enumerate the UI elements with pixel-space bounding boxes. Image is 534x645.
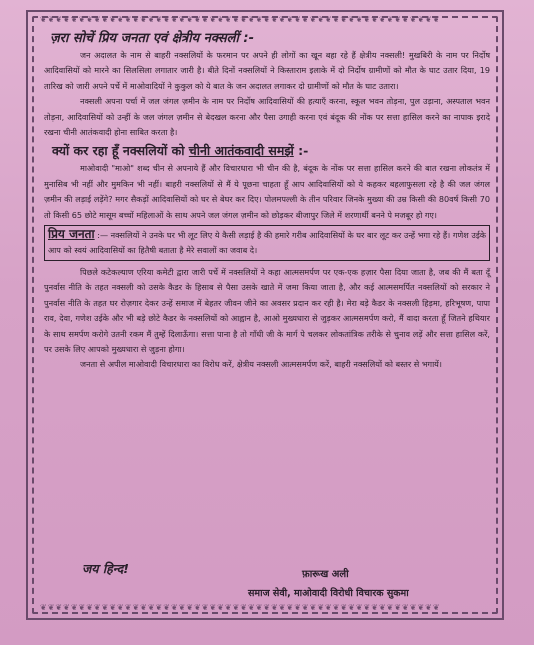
heading-why-prefix: क्यों कर रहा हूँ नक्सलियों को (52, 143, 189, 159)
heading-why-suffix: :- (293, 143, 309, 159)
paragraph-4: पिछले कटेकल्याण एरिया कमेटी द्वारा जारी पर्चे में नक्सलियों ने कहा आत्मसमर्पण पर एक-एक हज़ार पैसा दिया जाता है, जब की मैं बता दूँ पुनर्वास नीति के तहत नक्सली को उसके कैडर के हिसाब से पैसा उसके खाते में जमा किया जाता है, और कई आत्मसमर्पित नक्सलियों को सरकार ने पुनर्वास नीति के तहत घर रोज़गार देकर उन्हें समाज में बेहतर जीवन जीने का अवसर प्रदान कर रही है। मेरा बड़े कैडर के नक्सली हिड़मा, हरिभूषण, पापा राव, देवा, गणेश उईके और भी बड़े छोटे कैडर के नक्सलियों को आह्वान है, आओ मुख्यधारा से जुड़कर आत्मसमर्पण करो, मैं वादा करता हूँ जितने हथियार के साथ समर्पण करोगे उतनी रकम मैं तुम्हें दिलाऊँगा। सत्ता पाना है तो गाँधी जी के मार्ग पे चलकर लोकतांत्रिक तरीके से चुनाव लड़ें और सत्ता हासिल करें, पर उसके लिए आपको मुख्यधारा से जुड़ना होगा। (44, 266, 493, 354)
bottom-ornament: ❦❦❦❦❦❦❦❦❦❦❦❦❦❦❦❦❦❦❦❦❦❦❦❦❦❦❦❦❦❦❦❦❦❦❦❦❦❦❦❦❦❦❦❦❦❦❦❦❦❦❦❦ (40, 604, 441, 612)
signature-role: समाज सेवी, माओवादी विरोधी विचारक सुकमा (248, 588, 409, 599)
paragraph-2: नक्सली अपना पर्चा में जल जंगल ज़मीन के नाम पर निर्दोष आदिवासियों की हत्याएँ करना, स्कूल भवन तोड़ना, पुल उड़ाना, अस्पताल भवन तोड़ना, आदिवासियों को उन्हीं के जल जंगल ज़मीन से बेदखल करना और पैसा उगाही करना एवं बंदूक की नोंक पर सत्ता हासिल करने का नापाक इरादे रखना चीनी आतंकवादी होना साबित करता है। (44, 96, 493, 138)
paragraph-3: माओवादी "माओ" शब्द चीन से अपनाये हैं और विचारधारा भी चीन की है, बंदूक के नोंक पर सत्ता हासिल करने की बात रखना लोकतंत्र में मुनासिब भी नहीं और मुमकिन भी नहीं। बाहरी नक्सलियों से मैं ये पूछना चाहता हूँ आप आदिवासियों को ये कहकर बहलाफुसला रहे है की जल जंगल ज़मीन की लड़ाई लड़ेंगे? मगर सैकड़ों आदिवासियों को घर से बेघर कर दिए। पोलमपल्ली के तीन परिवार जिनके मुख्या की उम्र किसी की 80वर्ष किसी 70 तो किसी 65 छोटे मासूम बच्चों महिलाओं के साथ अपने जल जंगल ज़मीन को छोड़कर बीजापुर जिले में शरणार्थी बनने पे मजबूर हो गए। (44, 163, 493, 220)
paragraph-5: जनता से अपील माओवादी विचारधारा का विरोध करें, क्षेत्रीय नक्सली आत्मसमर्पण करें, बाहरी नक्सलियों को बस्तर से भगायें। (80, 359, 442, 370)
closing-salutation: जय हिन्द! (82, 561, 129, 576)
heading-think: ज़रा सोचें प्रिय जनता एवं क्षेत्रीय नक्सलीं :- (50, 31, 254, 46)
heading-why (52, 142, 490, 159)
top-ornament: ❦❦❦❦❦❦❦❦❦❦❦❦❦❦❦❦❦❦❦❦❦❦❦❦❦❦❦❦❦❦❦❦❦❦❦❦❦❦❦❦❦❦❦❦❦❦❦❦❦❦❦❦ (40, 16, 441, 24)
dear-public-box (44, 225, 490, 261)
paragraph-1: जन अदालत के नाम से बाहरी नक्सलियों के फरमान पर अपने ही लोगों का खून बहा रहे हैं क्षेत्रीय नक्सली! मुखबिरी के नाम पर निर्दोष आदिवासियों को मारने का सिलसिला लगातार जारी है। बीते दिनों नक्सलियों ने किस्ताराम इलाके में दो निर्दोष ग्रामीणों को मौत के घाट उतार दिया, 19 तारिख को जारी अपने पर्चे में माओवादियों ने कुकुल को ये बात के जन अदालत लगाकर दो ग्रामीणों को मौत के घाट उतारा। (44, 50, 493, 91)
signature-block (44, 558, 490, 598)
dear-public-label: प्रिय जनता (48, 227, 95, 242)
pamphlet-body (44, 30, 493, 373)
dear-public-text: :— नक्सलियों ने उनके घर भी लूट लिए ये कैसी लड़ाई है की हमारे गरीब आदिवासियों के घर बार लूट कर उन्हें भगा रहे हैं। गणेश उईके आप को स्वयं आदिवासियों का हितैषी बताता है मेरे सवालों का जवाब दे। (48, 230, 489, 256)
heading-why-underlined: चीनी आतंकवादी समझें (188, 143, 294, 159)
signature-name: फ़ारूख अली (302, 569, 349, 580)
